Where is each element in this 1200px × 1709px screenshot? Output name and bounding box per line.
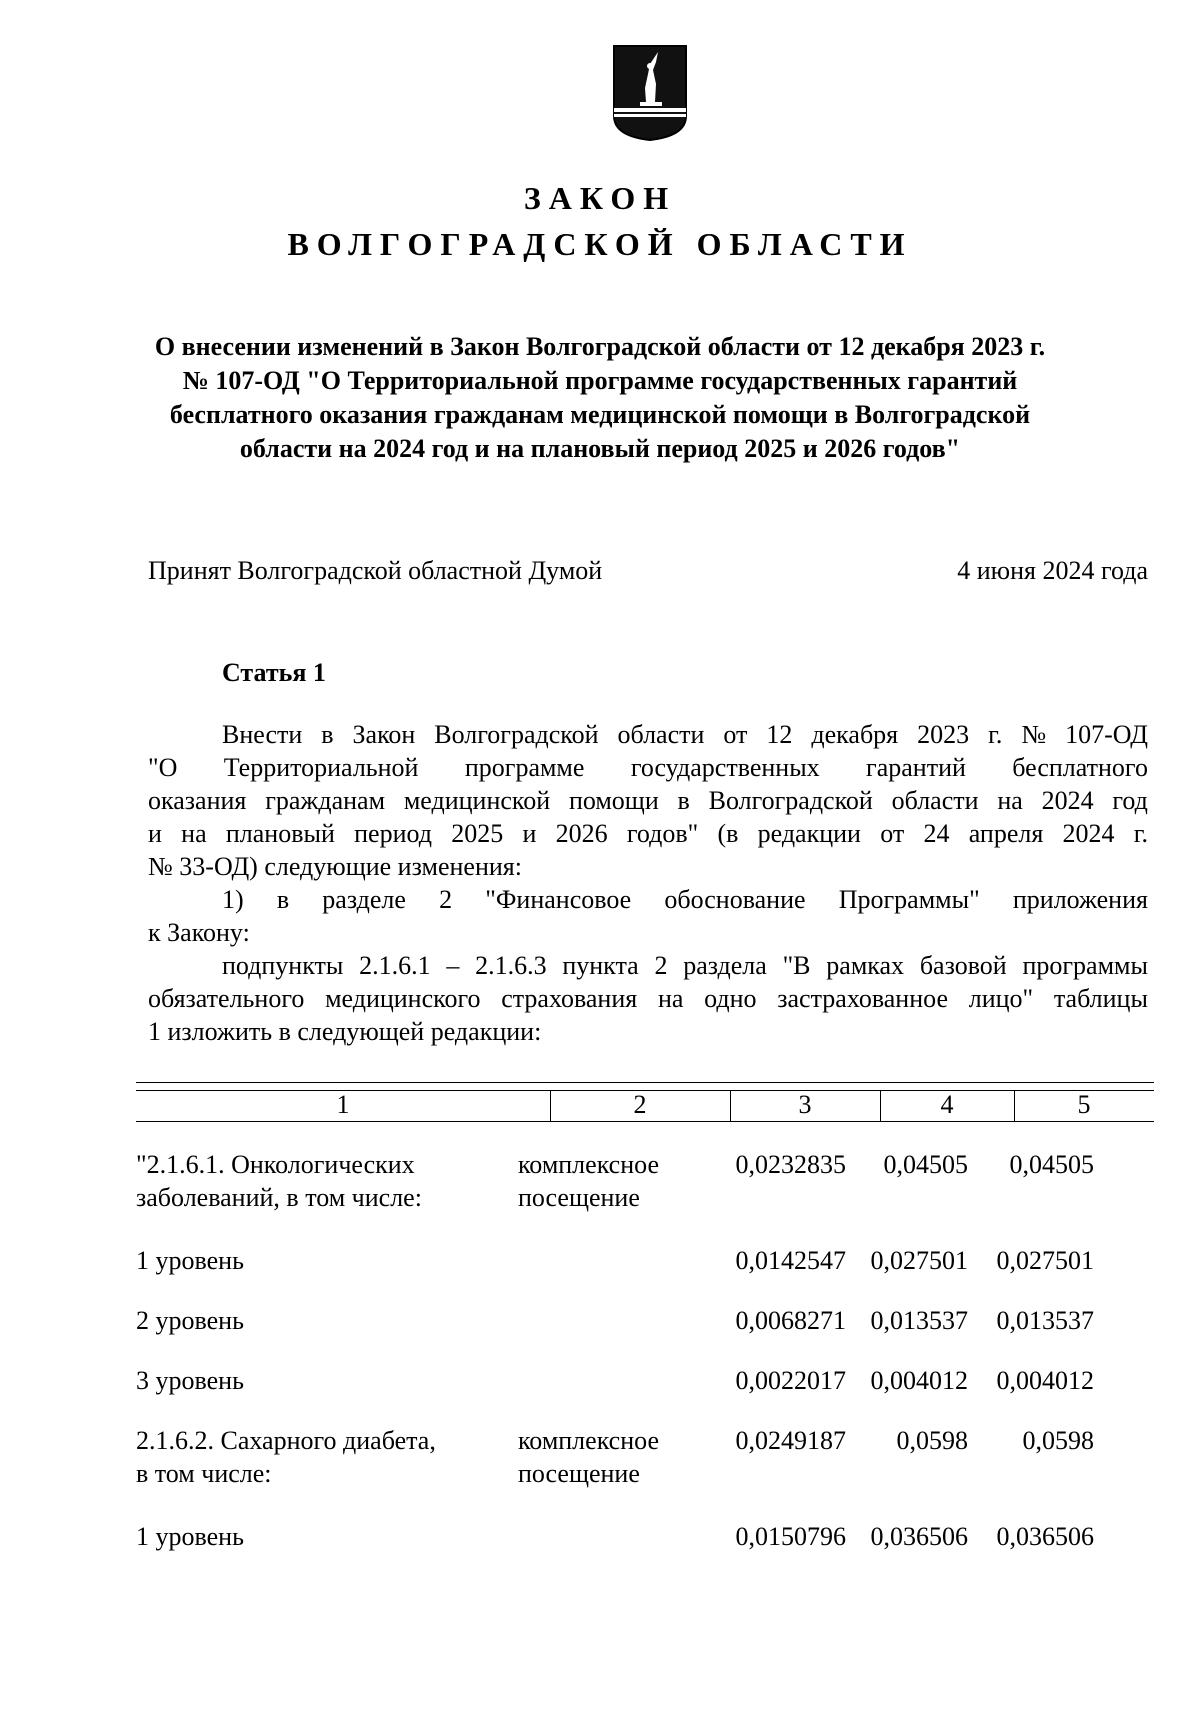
paragraph-word: 107-ОД <box>1065 720 1148 749</box>
table-cell-value: 0,0068271 <box>735 1306 846 1335</box>
table-cell-value: 0,036506 <box>870 1522 968 1551</box>
paragraph-word: области <box>617 720 705 749</box>
paragraph-word: приложения <box>1012 885 1148 914</box>
law-subject <box>140 330 1060 466</box>
table-cell-indicator: заболеваний, в том числе: <box>136 1183 422 1212</box>
paragraph-word: оказания <box>148 786 247 815</box>
paragraph-word: и <box>522 819 537 848</box>
table-cell-value: 0,013537 <box>870 1306 968 1335</box>
table-cell-value: 0,04505 <box>1009 1150 1094 1179</box>
paragraph-word: 2025 <box>451 819 504 848</box>
paragraph-word: программе <box>464 753 585 782</box>
coat-of-arms-emblem <box>612 44 688 142</box>
paragraph-line <box>148 784 1148 817</box>
law-title: ЗАКОН <box>523 180 677 216</box>
paragraph-word: медицинского <box>325 984 481 1013</box>
paragraph-word: 2.1.6.3 <box>475 951 547 980</box>
subject-line: № 107-ОД "О Территориальной программе государственных гарантий <box>182 366 1018 395</box>
table-cell-indicator: 1 уровень <box>136 1246 244 1275</box>
paragraph-word: плановый <box>225 819 335 848</box>
paragraph-word: лицо" <box>968 984 1034 1013</box>
paragraph-word: на <box>997 786 1023 815</box>
paragraph-line <box>148 751 1148 784</box>
paragraph-word: гражданам <box>265 786 386 815</box>
paragraph-word: программы <box>1022 951 1148 980</box>
paragraph-line <box>148 949 1148 982</box>
adoption-body: Принят Волгоградской областной Думой <box>148 556 603 585</box>
paragraph-word: г. <box>988 720 1003 749</box>
paragraph-word: 12 <box>766 720 793 749</box>
table-cell-unit: комплексное <box>518 1150 659 1179</box>
table-header-cell: 5 <box>1077 1090 1091 1119</box>
paragraph-word: от <box>880 819 905 848</box>
article-body <box>148 718 1148 1048</box>
table-cell-unit: комплексное <box>518 1426 659 1455</box>
paragraph-line <box>148 1015 1148 1048</box>
table-cell-value: 0,04505 <box>883 1150 968 1179</box>
paragraph-line-text: к Закону: <box>148 918 250 947</box>
paragraph-word: и <box>148 819 162 848</box>
paragraph-line-text: № 33-ОД) следующие изменения: <box>148 852 522 881</box>
paragraph-word: редакции <box>757 819 861 848</box>
paragraph-word: (в <box>717 819 739 848</box>
table-header-cell: 3 <box>798 1090 812 1119</box>
table-cell-value: 0,0142547 <box>735 1246 846 1275</box>
paragraph-word: Волгоградской <box>708 786 873 815</box>
paragraph-word: "В <box>782 951 811 980</box>
table-cell-unit: посещение <box>518 1459 640 1488</box>
table-cell-value: 0,013537 <box>996 1306 1094 1335</box>
table-cell-value: 0,027501 <box>870 1246 968 1275</box>
paragraph-word: таблицы <box>1053 984 1148 1013</box>
paragraph-word: раздела <box>683 951 767 980</box>
table-cell-value: 0,004012 <box>870 1366 968 1395</box>
paragraph-word: в <box>677 786 690 815</box>
paragraph-word: 2026 <box>555 819 608 848</box>
paragraph-word: декабря <box>811 720 899 749</box>
table-cell-value: 0,0150796 <box>735 1522 846 1551</box>
table-cell-indicator: 2.1.6.2. Сахарного диабета, <box>136 1426 436 1455</box>
paragraph-word: подпункты <box>222 951 344 980</box>
paragraph-word: обоснование <box>664 885 806 914</box>
paragraph-word: 2023 <box>917 720 970 749</box>
paragraph-word: государственных <box>630 753 820 782</box>
table-cell-value: 0,0598 <box>1022 1426 1094 1455</box>
subject-line: бесплатного оказания гражданам медицинской помощи в Волгоградской <box>169 400 1031 429</box>
paragraph-word: период <box>354 819 432 848</box>
table-top-rule <box>136 1082 1154 1083</box>
subject-line: области на 2024 год и на плановый период 2025 и 2026 годов" <box>239 434 961 463</box>
paragraph-word: апреля <box>968 819 1044 848</box>
paragraph-word: помощи <box>568 786 659 815</box>
paragraph-line <box>148 916 1148 949</box>
table-cell-indicator: 3 уровень <box>136 1366 244 1395</box>
paragraph-word: на <box>181 819 207 848</box>
table-cell-indicator: "2.1.6.1. Онкологических <box>136 1150 415 1179</box>
paragraph-line <box>148 883 1148 916</box>
paragraph-word: страхования <box>501 984 638 1013</box>
table-cell-unit: посещение <box>518 1183 640 1212</box>
paragraph-word: области <box>891 786 979 815</box>
paragraph-word: на <box>657 984 684 1013</box>
paragraph-word: 2.1.6.1 <box>359 951 431 980</box>
table-cell-value: 0,004012 <box>996 1366 1094 1395</box>
paragraph-word: гарантий <box>866 753 966 782</box>
paragraph-word: 1) <box>222 885 244 914</box>
table-cell-value: 0,0249187 <box>735 1426 846 1455</box>
paragraph-word: 24 <box>923 819 950 848</box>
table-header-cell: 2 <box>633 1090 647 1119</box>
paragraph-word: 2024 <box>1062 819 1115 848</box>
table-cell-value: 0,0232835 <box>735 1150 846 1179</box>
table-cell-indicator: в том числе: <box>136 1459 272 1488</box>
subject-line: О внесении изменений в Закон Волгоградской области от 12 декабря 2023 г. <box>154 332 1046 361</box>
paragraph-word: – <box>446 951 460 980</box>
paragraph-word: год <box>1112 786 1148 815</box>
paragraph-word: Закон <box>352 720 416 749</box>
paragraph-word: разделе <box>322 885 406 914</box>
paragraph-word: "О <box>148 753 178 782</box>
table-cell-value: 0,027501 <box>996 1246 1094 1275</box>
paragraph-word: г. <box>1133 819 1148 848</box>
paragraph-line-text: 1 изложить в следующей редакции: <box>148 1017 542 1046</box>
paragraph-word: рамках <box>826 951 905 980</box>
table-cell-value: 0,0598 <box>896 1426 968 1455</box>
paragraph-word: Внести <box>222 720 303 749</box>
article-heading: Статья 1 <box>222 658 326 687</box>
table-cell-value: 0,036506 <box>996 1522 1094 1551</box>
paragraph-word: Территориальной <box>223 753 419 782</box>
paragraph-word: пункта <box>562 951 639 980</box>
paragraph-line <box>148 850 1148 883</box>
paragraph-word: годов" <box>626 819 699 848</box>
table-header-cell: 1 <box>336 1090 350 1119</box>
paragraph-word: бесплатного <box>1012 753 1148 782</box>
paragraph-line <box>148 982 1148 1015</box>
paragraph-word: базовой <box>919 951 1007 980</box>
paragraph-word: медицинской <box>403 786 551 815</box>
paragraph-line <box>148 817 1148 850</box>
paragraph-word: Волгоградской <box>434 720 599 749</box>
region-title: ВОЛГОГРАДСКОЙ ОБЛАСТИ <box>287 226 913 262</box>
paragraph-word: 2024 <box>1041 786 1094 815</box>
paragraph-word: Программы" <box>838 885 980 914</box>
paragraph-word: 2 <box>439 885 453 914</box>
paragraph-word: застрахованное <box>777 984 948 1013</box>
paragraph-word: в <box>321 720 334 749</box>
table-cell-indicator: 1 уровень <box>136 1522 244 1551</box>
table-header-cell: 4 <box>940 1090 954 1119</box>
table-cell-indicator: 2 уровень <box>136 1306 244 1335</box>
table-cell-value: 0,0022017 <box>735 1366 846 1395</box>
paragraph-word: № <box>1021 720 1047 749</box>
paragraph-line <box>148 718 1148 751</box>
paragraph-word: от <box>723 720 748 749</box>
paragraph-word: обязательного <box>148 984 305 1013</box>
paragraph-word: "Финансовое <box>485 885 632 914</box>
paragraph-word: в <box>276 885 290 914</box>
paragraph-word: 2 <box>654 951 668 980</box>
paragraph-word: одно <box>704 984 757 1013</box>
table-header-row <box>136 1090 1154 1122</box>
adoption-date: 4 июня 2024 года <box>957 556 1148 585</box>
